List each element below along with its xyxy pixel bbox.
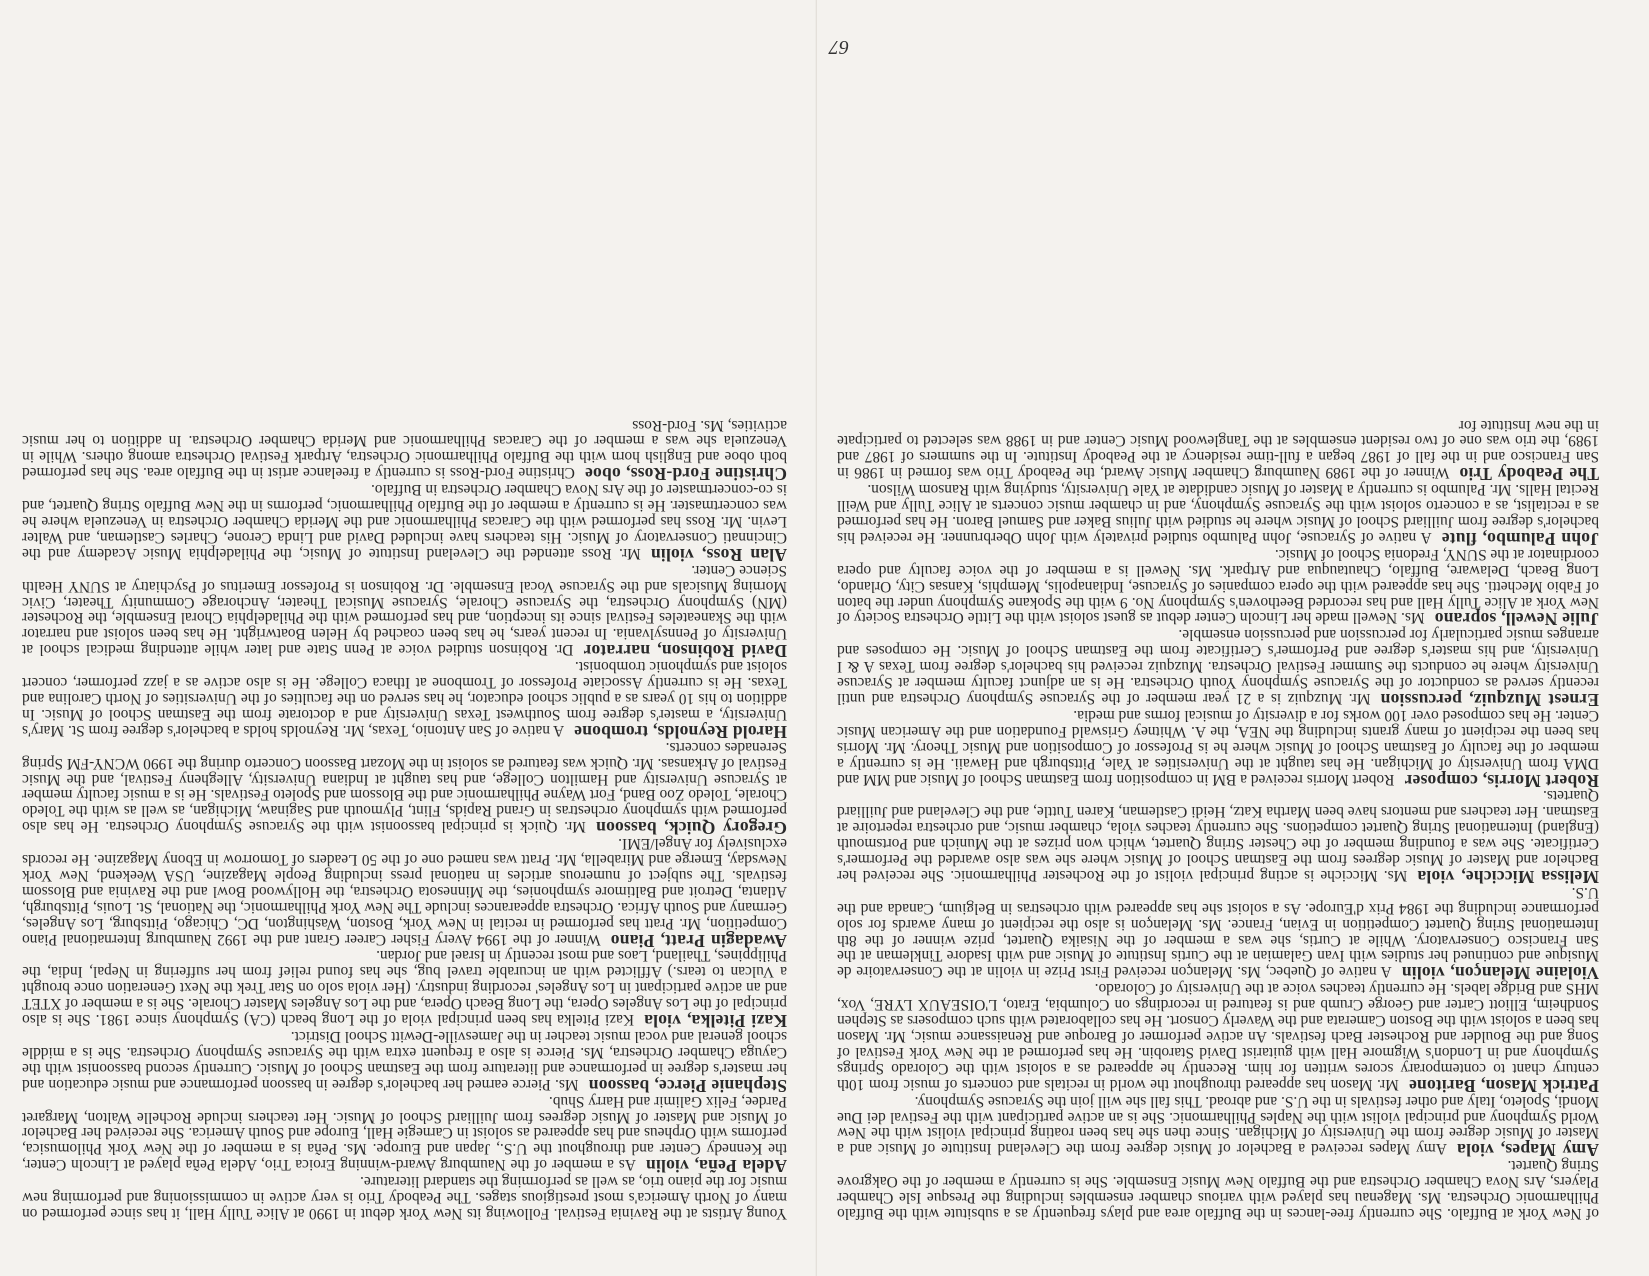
- bio-kazi-pitelka: [22, 947, 787, 1032]
- bio-text: Mr. Quick is principal bassoonist with the Syracuse Symphony Orchestra. He has also performed with symphony orchestras in Grand Rapids, Flint, Plymouth and Saginaw, Michigan, as well as with the Toledo Chorale, Toledo Zoo Band, Fort Wayne Philharmonic and the Blossom and Spoleto Festivals. He is a music faculty member at Syracuse University and Hamilton College, and has taught at Indiana University, Allegheny Festival, and the Music Festival of Arkansas. Mr. Quick was featured as soloist in the Mozart Bassoon Concerto during the 1990 WCNY-FM Spring Serenades concerts.: [22, 738, 787, 836]
- bio-peabody-trio: [837, 416, 1599, 485]
- bio-heading: Gregory Quick, bassoon: [595, 818, 787, 839]
- page-number: 67: [829, 36, 849, 58]
- bio-heading: Christine Ford-Ross, oboe: [584, 464, 787, 485]
- bio-text: Mr. Mason has appeared throughout the world in recitals and concerts of music from 10th century chant to contemporary scores written for him. Recently he appeared as a soloist with the Colorado Springs Symphony and in London's Wigmore Hall with guitarist David Starobin. He has performed at the New York Festival of Song and the Boulder and Rochester Bach festivals. An active performer of Baroque and Renaissance music, Mr. Mason has been a soloist with the Boston Camerata and the Waverly Consort. He has collaborated with such composers as Stephen Sondheim, Elliott Carter and George Crumb and is featured in recordings on Columbia, Erato, L'OISEAUX LYRE, Vox, MHS and Bridge labels. He currently teaches voice at the University of Colorado.: [837, 980, 1599, 1093]
- bio-text: Dr. Robinson studied voice at Penn State and later while attending medical school at University of Pennsylvania. In recent years, he has been coached by Helen Boatwright. He has been soloist and narrator with the Skaneateles Festival since its inception, and has performed with the Philadelphia Choral Ensemble, the Rochester (MN) Symphony Orchestra, the Syracuse Chorale, Syracuse Musical Theater, Anchorage Community Theater, Civic Morning Musicals and the Syracuse Vocal Ensemble. Dr. Robinson is Professor Emeritus of Psychiatry at SUNY Health Science Center.: [21, 561, 787, 659]
- bio-alan-ross: [22, 481, 787, 565]
- bio-adela-pena: [22, 1092, 787, 1177]
- bio-melissa-micciche: [837, 787, 1599, 887]
- left-page: [837, 417, 1599, 1221]
- bio-patrick-mason: [837, 980, 1599, 1096]
- bio-heading: Alan Ross, violin: [650, 544, 787, 565]
- bio-heading: Harold Reynolds, trombone: [574, 721, 787, 742]
- bio-heading: Melissa Micciche, viola: [1417, 866, 1599, 887]
- bio-heading: Violaine Melançon, violin: [1401, 963, 1599, 984]
- bio-gregory-quick: [22, 738, 787, 839]
- bio-text: Ms. Newell made her Lincoln Center debut as guest soloist with the Little Orchestra Society of New York at Alice Tully Hall and has recorded Beethoven's Symphony No. 9 with the Spokane Symphony under the baton of Fabio Mechetti. She has appeared with the opera companies of Syracuse, Indianapolis, Memphis, Kansas City, Orlando, Long Beach, Delaware, Buffalo, Chautauqua and Artpark. Ms. Newell is a member of the voice faculty and opera coordinator at the SUNY, Fredonia School of Music.: [837, 545, 1599, 627]
- bio-john-palumbo: [837, 481, 1599, 549]
- bio-awadagin-pratt: [22, 835, 787, 951]
- bio-julie-newell: [837, 545, 1599, 630]
- bio-heading: Ernest Muzquiz, percussion: [1380, 690, 1599, 710]
- bio-text: Winner of the 1994 Avery Fisher Career Grant and the 1992 Naumburg International Piano Competition, Mr. Pratt has performed in recital in New York, Boston, Washington, DC, Chicago, Pittsburg, Los Angeles, Germany and South Africa. Orchestra appearances include The New York Philharmonic, the National, St. Louis, Pittsburgh, Atlanta, Detroit and Baltimore symphonies, the Minnesota Orchestra, the Hollywood Bowl and the Ravinia and Blossom festivals. The subject of numerous articles in national press including People Magazine, USA Weekend, New York Newsday, Emerge and Mirabella, Mr. Pratt was named one of the 50 Leaders of Tomorrow in Ebony Magazine. He records exclusively for Angel/EMI.: [22, 835, 787, 948]
- bio-text: A native of San Antonio, Texas, Mr. Reynolds holds a bachelor's degree from St. Mary's University, a master's degree from Southwest Texas University and a doctorate from the Eastman School of Music. In addition to his 10 years as a public school educator, he has served on the faculties of the Universities of North Carolina and Texas. He is currently Associate Professor of Trombone at Ithaca College. He is also active as a jazz performer, concert soloist and symphonic trombonist.: [22, 658, 787, 739]
- bio-text: Christine Ford-Ross is currently a freelance artist in the Buffalo area. She has performed both oboe and English horn with the Buffalo Philharmonic Orchestra, Artpark Festival Orchestra among others. While in Venezuela she was a member of the Caracas Philharmonic and Merida Chamber Orchestra. In addition to her music activities, Ms. Ford-Ross: [22, 416, 787, 482]
- bio-text: Mr. Ross attended the Cleveland Institute of Music, the Philadelphia Music Academy and the Cincinnati Conservatory of Music. His teachers have included David and Linda Cerone, Charles Castleman, and Walter Levin. Mr. Ross has performed with the Caracas Philharmonic and the Merida Chamber Orchestra in Venezuela where he was concertmaster. He is currently a member of the Buffalo Philharmonic, performs in the New Buffalo String Quartet, and is co-concertmaster of the Ars Nova Chamber Orchestra in Buffalo.: [22, 481, 787, 562]
- bio-david-robinson: [21, 561, 787, 662]
- bio-text: As a member of the Naumburg Award-winning Eroica Trio, Adela Peña played at Lincoln Center, the Kennedy Center and throughout the U.S., Japan and Europe. Ms. Peña is a member of the New York Philomusica, performs with Orpheus and has appeared as soloist in Carnegie Hall, Europe and South America. She received her Bachelor of Music and Master of Music degrees from Juilliard School of Music. Her teachers include Rochelle Walton, Margaret Pardee, Felix Galimir and Harry Shub.: [22, 1092, 787, 1174]
- bio-amy-mapes: [837, 1092, 1599, 1161]
- bio-christine-ford-ross: [22, 416, 787, 485]
- bio-heading: Julie Newell, soprano: [1434, 609, 1599, 630]
- bio-heading: The Peabody Trio: [1459, 464, 1599, 485]
- bio-heading: Awadagin Pratt, Piano: [610, 930, 787, 951]
- bio-violaine-melancon: [837, 883, 1599, 984]
- bio-heading: Stephanie Pierce, bassoon: [588, 1075, 787, 1096]
- bio-text: Kazi Pitelka has been principal viola of the Long beach (CA) Symphony since 1981. She is also principal of the Los Angeles Opera, the Long Beach Opera, and the Los Angeles Master Chorale. She is a member of XTET and an active participant in Los Angeles' recording industry. (Her viola solo on Star Trek the Next Generation once brought a Vulcan to tears.) Afflicted with an incurable travel bug, she has found relief from her suffering in Nepal, India, the Philippines, Thailand, Laos and most recently in Israel and Jordan.: [22, 947, 787, 1029]
- bio-text: Mr. Muzquiz is a 21 year member of the Syracuse Symphony Orchestra and until recently served as conductor of the Syracuse Symphony Youth Orchestra. He is an adjunct faculty member at Syracuse University where he conducts the Summer Festival Orchestra. Muzquiz received his bachelor's degree from Texas A & I University, and his master's degree and Performer's Certificate from the Eastman School of Music. He composes and arranges music particularly for percussion and percussion ensemble.: [837, 626, 1599, 707]
- bio-heading: Robert Morris, composer: [1404, 770, 1599, 791]
- bio-heading: Patrick Mason, Baritone: [1408, 1075, 1599, 1096]
- bio-heading: Adela Peña, violin: [645, 1156, 787, 1177]
- bio-text: Ms. Pierce earned her bachelor's degree in bassoon performance and music education and her master's degree in performance and literature from the Eastman School of Music. Currently second bassoonist with the Cayuga Chamber Orchestra, Ms. Pierce is also a frequent extra with the Syracuse Symphony Orchestra. She is a middle school general and vocal music teacher in the Jamesville-Dewitt School District.: [21, 1028, 787, 1093]
- bio-heading: John Palumbo, flute: [1441, 528, 1599, 549]
- bio-harold-reynolds: [22, 658, 787, 742]
- bio-text: A native of Quebec, Ms. Melançon received First Prize in violin at the Conservatoire de Musique and continued her studies with Ivan Galamian at the Curtis Institute of Music and with Isadore Tinkleman at the San Francisco Conservatory. While at Curtis, she was a member of the Nisaika Quartet, prize winner of the 8th International String Quartet Competition in Evian, France. Ms. Melançon is also the recipient of many awards for solo performance including the 1984 Prix d'Europe. As a soloist she has appeared with orchestras in Belgium, Canada and the U.S.: [837, 883, 1599, 981]
- bio-text: Winner of the 1989 Naumburg Chamber Music Award, the Peabody Trio was formed in 1986 in San Francisco and in the fall of 1987 began a full-time residency at the Peabody Institute. In the summers of 1987 and 1989, the trio was one of two resident ensembles at the Tanglewood Music Center and in 1988 was selected to participate in the new Institute for: [837, 416, 1599, 482]
- right-page: [22, 417, 787, 1221]
- page-gutter: [815, 0, 817, 1276]
- right-page-intro: Young Artists at the Ravinia Festival. Following its New York debut in 1990 at Alice Tully Hall, it has since performed on many of North America's most prestigious stages. The Peabody Trio is very active in commissioning and performing new music for the piano trio, as well as performing the standard literature.: [22, 1173, 787, 1222]
- bio-text: Robert Morris received a BM in composition from Eastman School of Music and MM and DMA from University of Michigan. He has taught at the Universities at Yale, Pittsburgh and Hawaii. He is currently a member of the faculty of Eastman School of Music where he is Professor of Composition and Music Theory. Mr. Morris has been the recipient of many grants including the NEA, the A. Whitney Griswald Foundation and the American Music Center. He has composed over 100 works for a diversity of musical forms and media.: [836, 706, 1599, 788]
- bio-stephanie-pierce: [21, 1028, 787, 1096]
- bio-heading: Amy Mapes, viola: [1456, 1140, 1599, 1161]
- bio-heading: Kazi Pitelka, viola: [644, 1011, 787, 1032]
- bio-text: Ms. Micciche is acting principal violist of the Rochester Philharmonic. She received her Bachelor and Master of Music degrees from the Eastman School of Music where she was also awarded the Performer's Certificate. She was a founding member of the Chester String Quartet, which won prizes at the Munich and Portsmouth (England) International String Quartet competions. She currently teaches viola, chamber music, and orchestra repertoire at Eastman. Her teachers and mentors have been Martha Katz, Heidi Castleman, Karen Tuttle, and the Cleveland and Juilliard Quartets.: [837, 787, 1599, 884]
- left-page-intro: of New York at Buffalo. She currently free-lances in the Buffalo area and plays frequently as a subsitute with the Buffalo Philharmonic Orchestra. Ms. Magenau has played with various chamber ensembles including the Presque Isle Chamber Players, Ars Nova Chamber Orchestra and the Buffalo New Music Ensemble. She is currently a member of the Oakgrove String Quartet.: [837, 1157, 1599, 1222]
- bio-text: A native of Syracuse, John Palumbo studied privately with John Oberbrunner. He received his bachelor's degree from Juilliard School of Music where he studied with Julius Baker and Samuel Baron. He has performed as a recitalist, as a concerto soloist with the Syracuse Symphony, and in chamber music concerts at Alice Tully and Weill Recital Halls. Mr. Palumbo is currently a Master of Music candidate at Yale University, studying with Ransom Wilson.: [837, 481, 1599, 546]
- bio-text: Amy Mapes received a Bachelor of Music degree from the Cleveland Institute of Music and a Master of Music degree from the University of Michigan. Since then she has been roating principal violist with the New World Symphony and principal violist with the Naples Philharmonic. She is an active participant with the Festival dei Due Mondi, Spoleto, Italy and other festivals in the U.S. and abroad. This fall she will join the Syracuse Symphony.: [837, 1092, 1599, 1158]
- bio-ernest-muzquiz: [837, 626, 1599, 710]
- bio-robert-morris: [836, 706, 1599, 791]
- bio-heading: David Robinson, narrator: [583, 641, 787, 662]
